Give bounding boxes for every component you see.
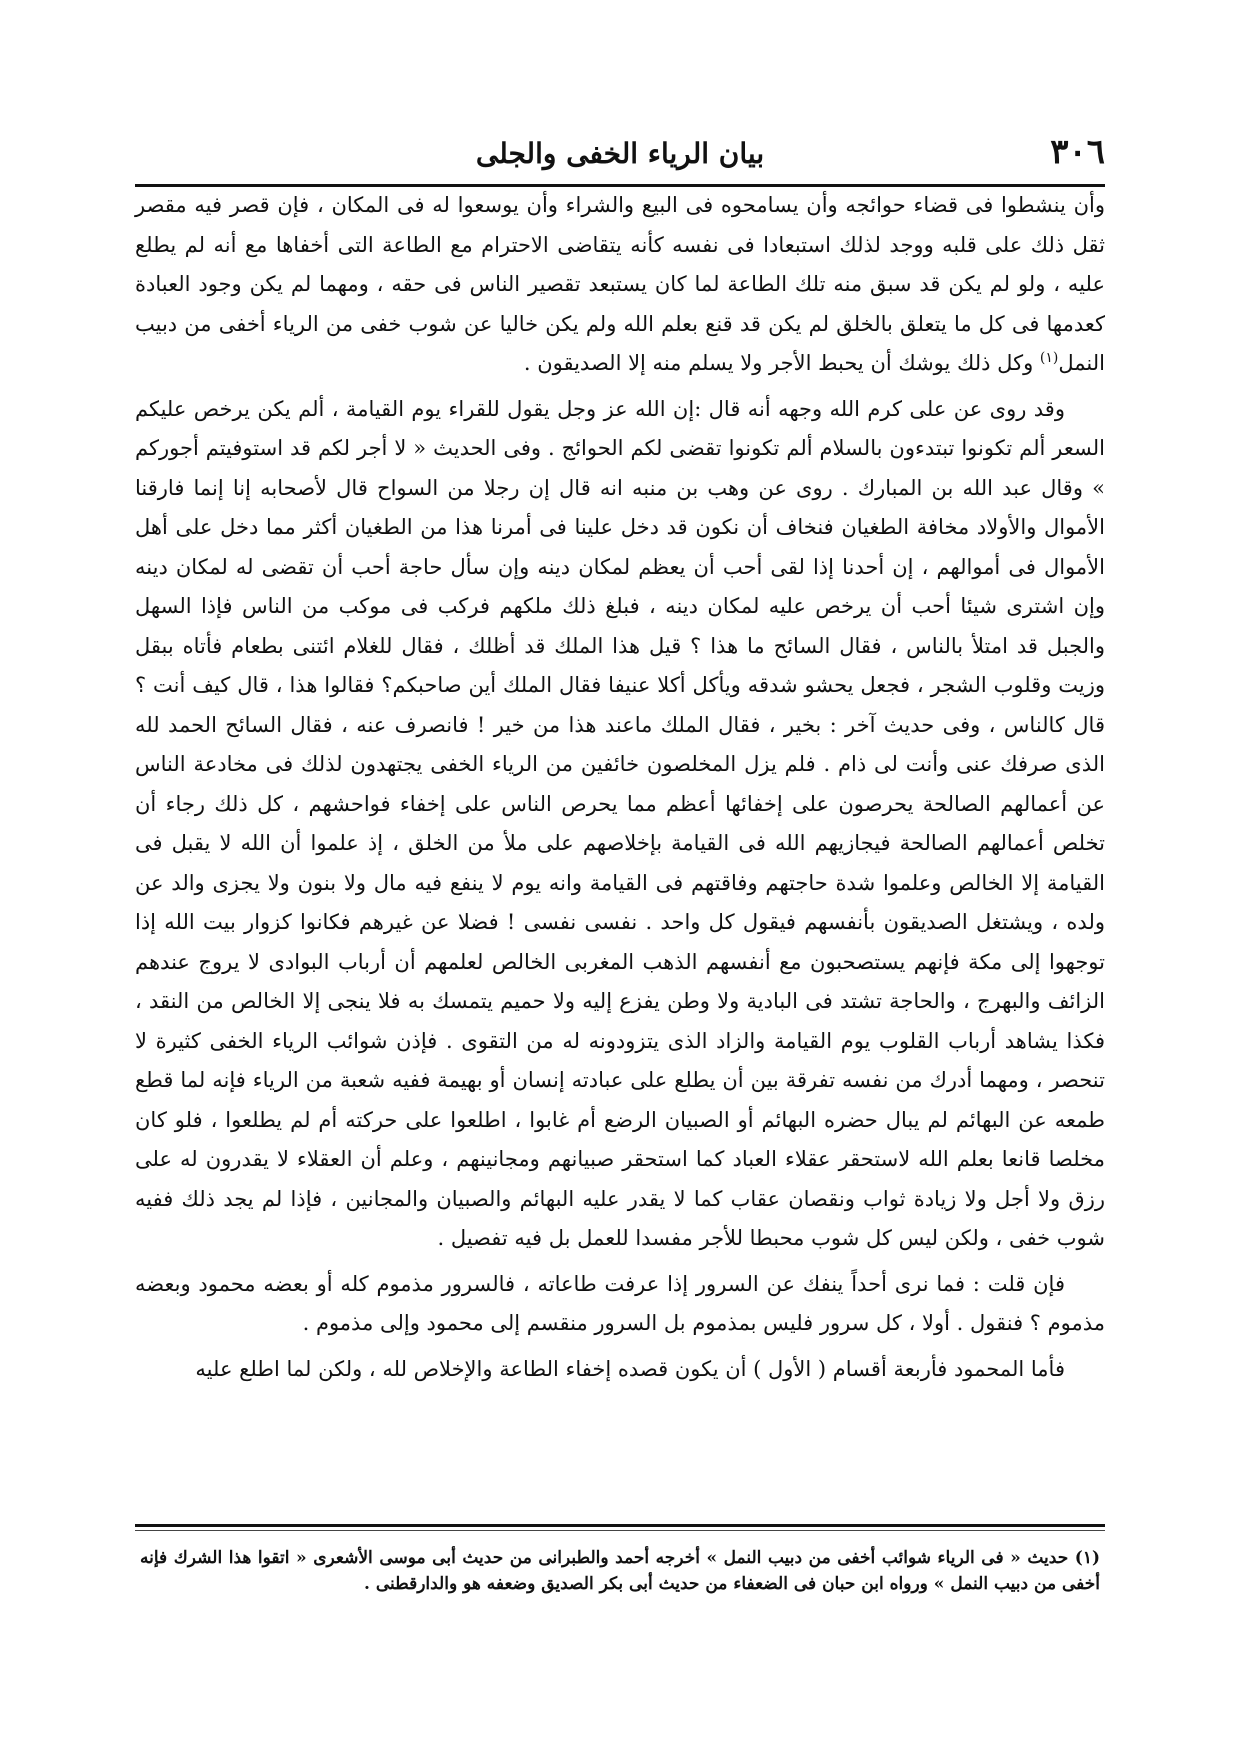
footnote-1: (١) حديث « فى الرياء شوائب أخفى من دبيب النمل » أخرجه أحمد والطبرانى من حديث أبى موسى الأشعرى « اتقوا هذا الشرك فإنه أخفى من دبيب النمل » ورواه ابن حبان فى الضعفاء من حديث أبى بكر الصديق وضعفه هو والدارقطنى . bbox=[140, 1548, 1100, 1594]
running-title: بيان الرياء الخفى والجلى bbox=[475, 137, 765, 170]
footnote-rule-thin bbox=[135, 1530, 1105, 1531]
page-header bbox=[135, 132, 1105, 176]
footnote-reference: (١) bbox=[1039, 350, 1059, 366]
footnotes bbox=[140, 1545, 1100, 1597]
footnote-rule bbox=[135, 1524, 1105, 1527]
paragraph-1-text: وأن ينشطوا فى قضاء حوائجه وأن يسامحوه فى البيع والشراء وأن يوسعوا له فى المكان ، فإن قصر فيه مقصر ثقل ذلك على قلبه ووجد لذلك استبعادا فى نفسه كأنه يتقاضى الاحترام مع الطاعة التى أخفاها مع أنه لم يطلع عليه ، ولو لم يكن قد سبق منه تلك الطاعة لما كان يستبعد تقصير الناس فى حقه ، ومهما لم يكن وجود العبادة كعدمها فى كل ما يتعلق بالخلق لم يكن قد قنع بعلم الله ولم يكن خاليا عن شوب خفى من الرياء أخفى من دبيب النمل bbox=[135, 193, 1105, 375]
paragraph-3: فإن قلت : فما نرى أحداً ينفك عن السرور إذا عرفت طاعاته ، فالسرور مذموم كله أو بعضه محمود وبعضه مذموم ؟ فنقول . أولا ، كل سرور فليس بمذموم بل السرور منقسم إلى محمود وإلى مذموم . bbox=[135, 1271, 1105, 1335]
paragraph-1 bbox=[135, 186, 1105, 384]
paragraph-2: وقد روى عن على كرم الله وجهه أنه قال :إن الله عز وجل يقول للقراء يوم القيامة ، ألم يكن يرخص عليكم السعر ألم تكونوا تبتدءون بالسلام ألم تكونوا تقضى لكم الحوائج . وفى الحديث « لا أجر لكم قد استوفيتم أجوركم » وقال عبد الله بن المبارك . روى عن وهب بن منبه انه قال إن رجلا من السواح قال لأصحابه إنا إنما فارقنا الأموال والأولاد مخافة الطغيان فنخاف أن نكون قد دخل علينا فى أمرنا هذا من الطغيان أكثر مما دخل على أهل الأموال فى أموالهم ، إن أحدنا إذا لقى أحب أن يعظم لمكان دينه وإن سأل حاجة أحب أن تقضى له لمكان دينه وإن اشترى شيئا أحب أن يرخص عليه لمكان دينه ، فبلغ ذلك ملكهم فركب فى موكب من الناس فإذا السهل والجبل قد امتلأ بالناس ، فقال السائح ما هذا ؟ قيل هذا الملك قد أظلك ، فقال للغلام ائتنى بطعام فأتاه ببقل وزيت وقلوب الشجر ، فجعل يحشو شدقه ويأكل أكلا عنيفا فقال الملك أين صاحبكم؟ فقالوا هذا ، قال كيف أنت ؟ قال كالناس ، وفى حديث آخر : بخير ، فقال الملك ماعند هذا من خير ! فانصرف عنه ، فقال السائح الحمد لله الذى صرفك عنى وأنت لى ذام . فلم يزل المخلصون خائفين من الرياء الخفى يجتهدون لذلك فى مخادعة الناس عن أعمالهم الصالحة يحرصون على إخفائها أعظم مما يحرص الناس على إخفاء فواحشهم ، كل ذلك رجاء أن تخلص أعمالهم الصالحة فيجازيهم الله فى القيامة بإخلاصهم على ملأ من الخلق ، إذ علموا أن الله لا يقبل فى القيامة إلا الخالص وعلموا شدة حاجتهم وفاقتهم فى القيامة وانه يوم لا ينفع فيه مال ولا بنون ولا يجزى والد عن ولده ، ويشتغل الصديقون بأنفسهم فيقول كل واحد . نفسى نفسى ! فضلا عن غيرهم فكانوا كزوار بيت الله إذا توجهوا إلى مكة فإنهم يستصحبون مع أنفسهم الذهب المغربى الخالص لعلمهم أن أرباب البوادى لا يروج عندهم الزائف والبهرج ، والحاجة تشتد فى البادية ولا وطن يفزع إليه ولا حميم يتمسك به فلا ينجى إلا الخالص من النقد ، فكذا يشاهد أرباب القلوب يوم القيامة والزاد الذى يتزودونه له من التقوى . فإذن شوائب الرياء الخفى كثيرة لا تنحصر ، ومهما أدرك من نفسه تفرقة بين أن يطلع على عبادته إنسان أو بهيمة ففيه شعبة من الرياء فإنه لما قطع طمعه عن البهائم لم يبال حضره البهائم أو الصبيان الرضع أم غابوا ، اطلعوا على حركته أم لم يطلعوا ، فلو كان مخلصا قانعا بعلم الله لاستحقر عقلاء العباد كما استحقر صبيانهم ومجانينهم ، وعلم أن العقلاء لا يقدرون له على رزق ولا أجل ولا زيادة ثواب ونقصان عقاب كما لا يقدر عليه البهائم والصبيان والمجانين ، فإذا لم يجد ذلك ففيه شوب خفى ، ولكن ليس كل شوب محبطا للأجر مفسدا للعمل بل فيه تفصيل . bbox=[135, 396, 1105, 1250]
paragraph-1-end: وكل ذلك يوشك أن يحبط الأجر ولا يسلم منه إلا الصديقون . bbox=[523, 351, 1040, 375]
main-text bbox=[135, 186, 1105, 1389]
page-number: ٣٠٦ bbox=[1050, 132, 1105, 172]
paragraph-4: فأما المحمود فأربعة أقسام ( الأول ) أن يكون قصده إخفاء الطاعة والإخلاص لله ، ولكن لما اطلع عليه bbox=[195, 1356, 1065, 1381]
